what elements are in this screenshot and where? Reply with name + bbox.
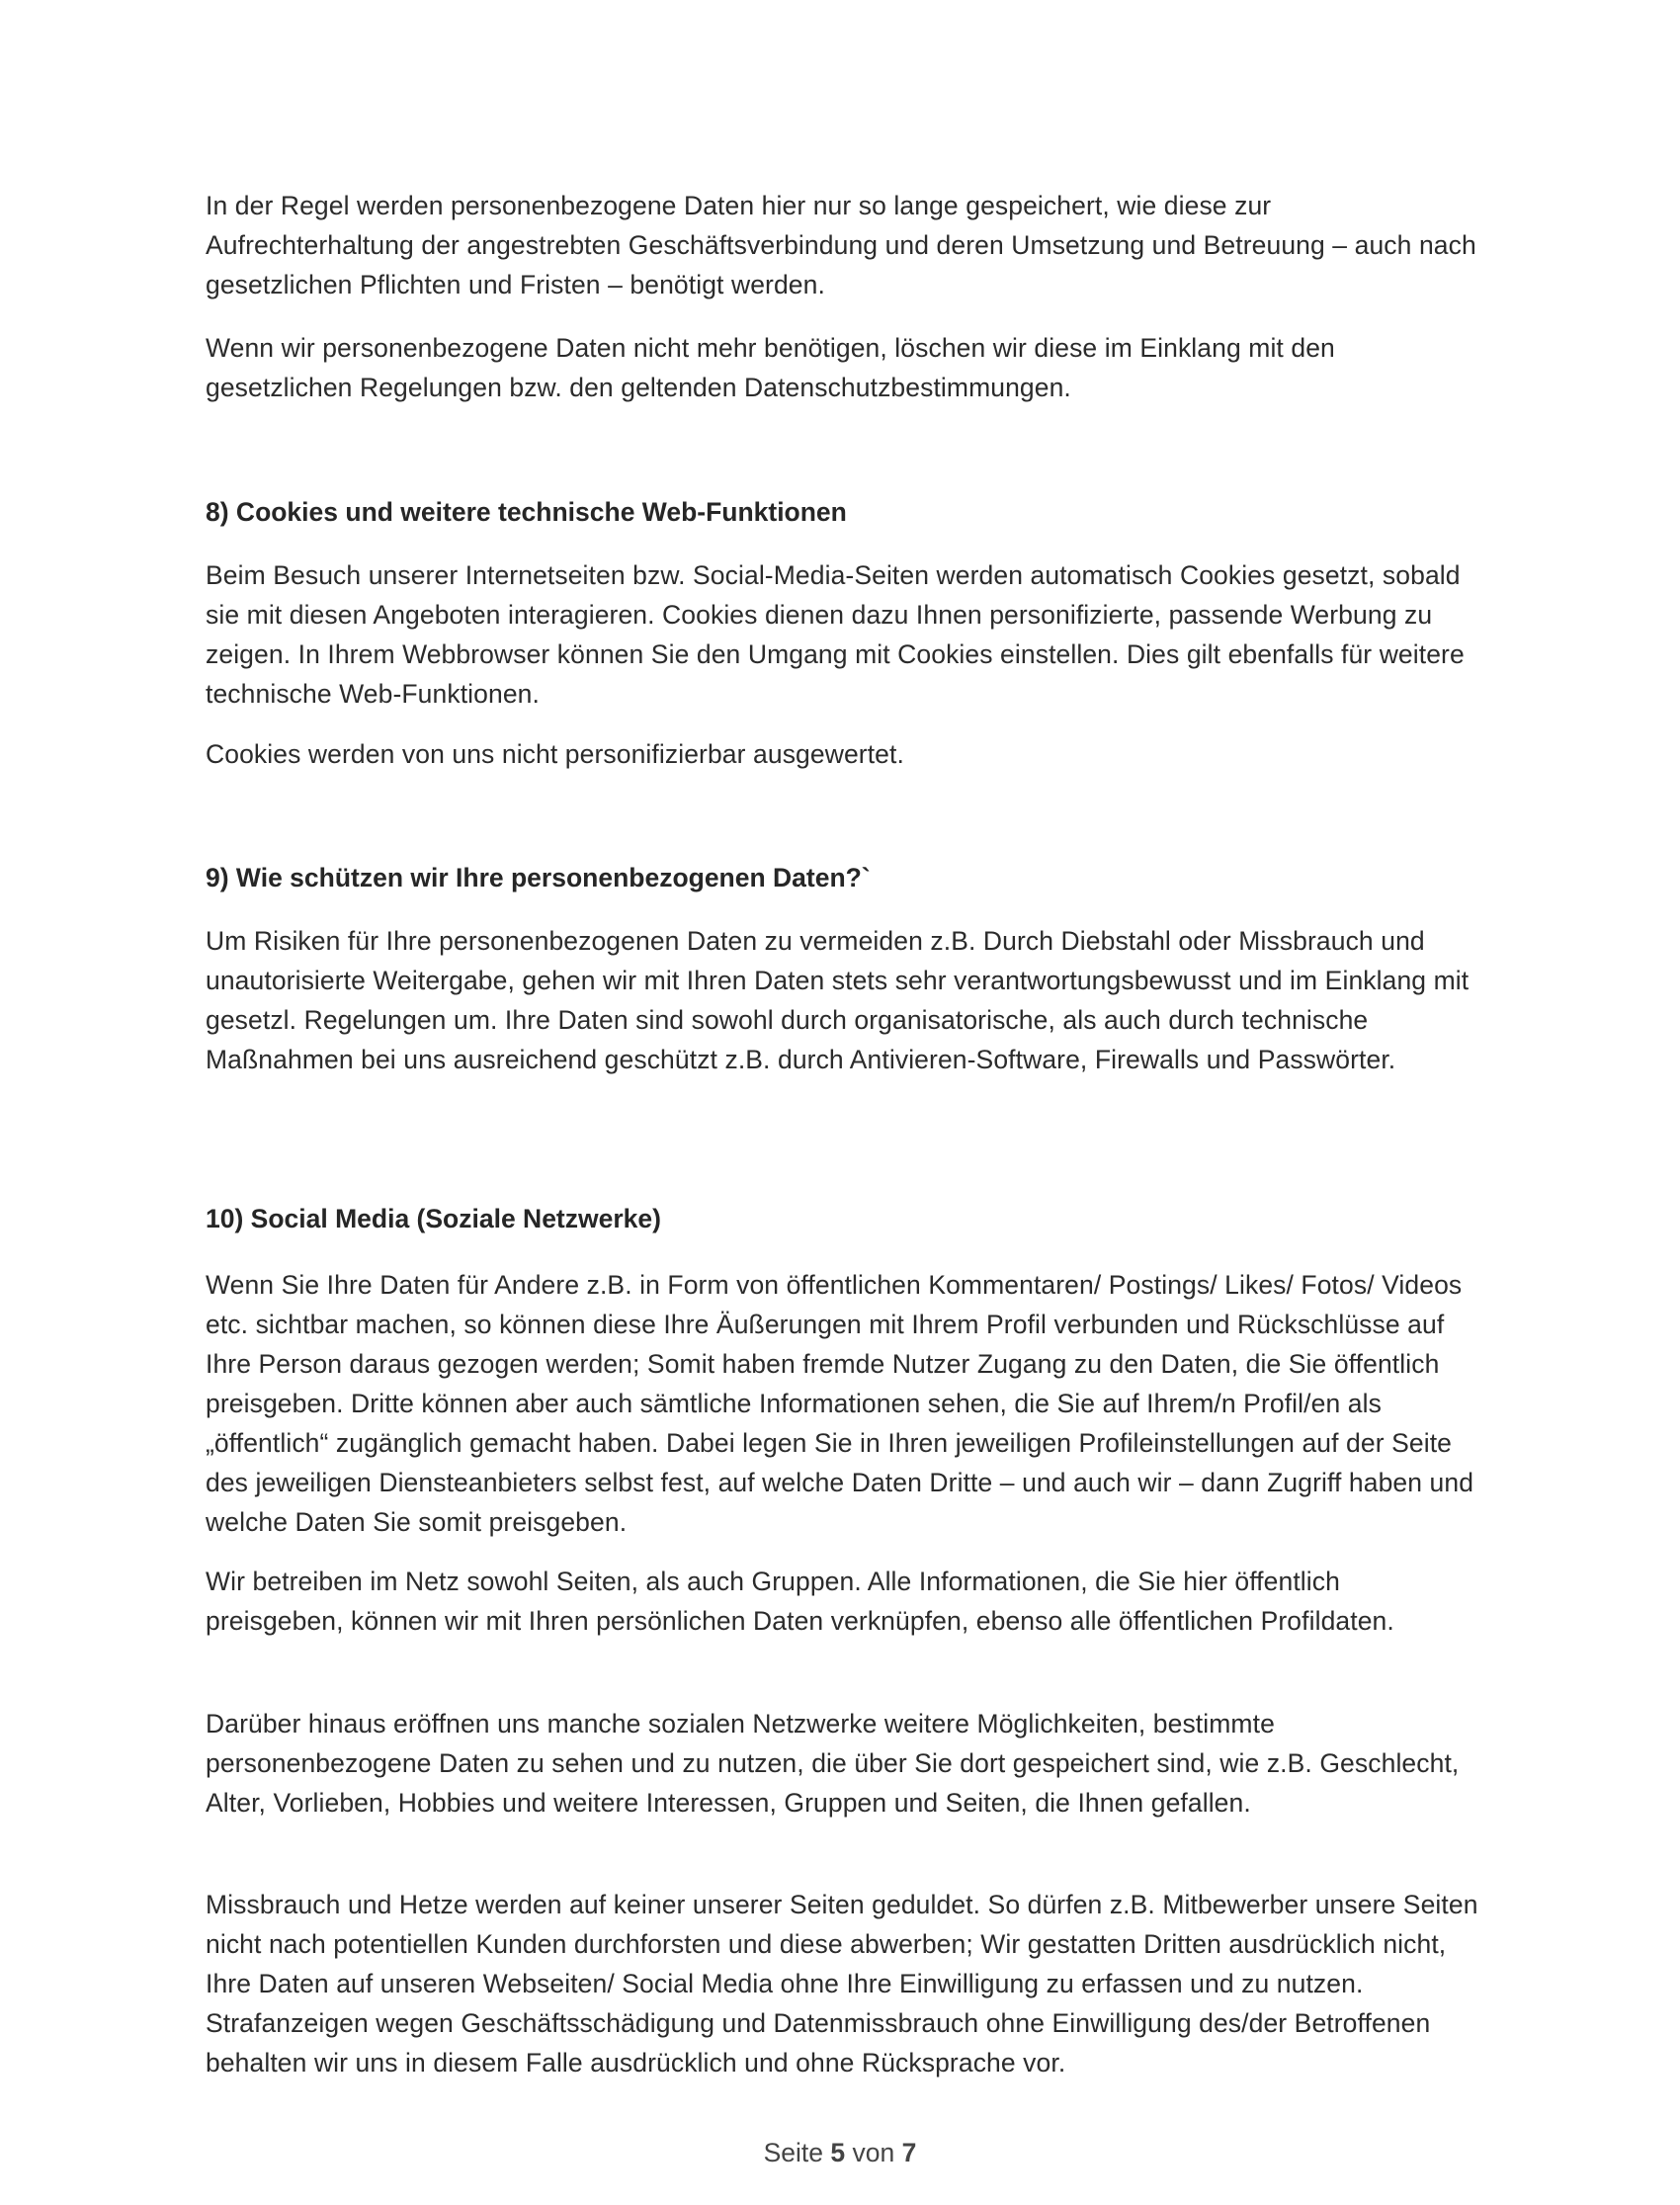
section-7-paragraph-2 — [206, 328, 1480, 407]
paragraph-text: Wenn Sie Ihre Daten für Andere z.B. in Form von öffentlichen Kommentaren/ Postings/ Likes/ Fotos/ Videos etc. sichtbar machen, so können diese Ihre Äußerungen mit Ihrem Profil verbunden und Rückschlüsse auf Ihre Person daraus gezogen werden; Somit haben fremde Nutzer Zugang zu den Daten, die Sie öffentlich preisgeben. Dritte können aber auch sämtliche Informationen sehen, die Sie auf Ihrem/n Profil/en als „öffentlich“ zugänglich gemacht haben. Dabei legen Sie in Ihren jeweiligen Profileinstellungen auf der Seite des jeweiligen Diensteanbieters selbst fest, auf welche Daten Dritte – und auch wir – dann Zugriff haben und welche Daten Sie somit preisgeben. — [206, 1270, 1474, 1537]
section-7-paragraph-1 — [206, 186, 1480, 304]
paragraph-text: Wenn wir personenbezogene Daten nicht mehr benötigen, löschen wir diese im Einklang mit den gesetzlichen Regelungen bzw. den geltenden Datenschutzbestimmungen. — [206, 333, 1335, 402]
footer-middle: von — [852, 2138, 895, 2167]
section-heading: 10) Social Media (Soziale Netzwerke) — [206, 1204, 661, 1233]
paragraph-text: Missbrauch und Hetze werden auf keiner unserer Seiten geduldet. So dürfen z.B. Mitbewerber unsere Seiten nicht nach potentiellen Kunden durchforsten und diese abwerben; Wir gestatten Dritten ausdrücklich nicht, Ihre Daten auf unseren Webseiten/ Social Media ohne Ihre Einwilligung zu erfassen und zu nutzen. Strafanzeigen wegen Geschäftsschädigung und Datenmissbrauch ohne Einwilligung des/der Betroffenen behalten wir uns in diesem Falle ausdrücklich und ohne Rücksprache vor. — [206, 1890, 1478, 2078]
page-footer — [0, 2133, 1680, 2172]
section-10-paragraph-2 — [206, 1562, 1480, 1641]
paragraph-text: Wir betreiben im Netz sowohl Seiten, als auch Gruppen. Alle Informationen, die Sie hier öffentlich preisgeben, können wir mit Ihren persönlichen Daten verknüpfen, ebenso alle öffentlichen Profildaten. — [206, 1567, 1394, 1636]
section-8-heading — [206, 492, 1480, 532]
paragraph-text: Darüber hinaus eröffnen uns manche sozialen Netzwerke weitere Möglichkeiten, bestimmte personenbezogene Daten zu sehen und zu nutzen, die über Sie dort gespeichert sind, wie z.B. Geschlecht, Alter, Vorlieben, Hobbies und weitere Interessen, Gruppen und Seiten, die Ihnen gefallen. — [206, 1709, 1460, 1818]
section-heading: 9) Wie schützen wir Ihre personenbezogenen Daten?` — [206, 863, 871, 892]
footer-prefix: Seite — [763, 2138, 824, 2167]
paragraph-text: In der Regel werden personenbezogene Daten hier nur so lange gespeichert, wie diese zur Aufrechterhaltung der angestrebten Geschäftsverbindung und deren Umsetzung und Betreuung – auch nach gesetzlichen Pflichten und Fristen – benötigt werden. — [206, 191, 1476, 299]
paragraph-text: Cookies werden von uns nicht personifizierbar ausgewertet. — [206, 739, 904, 769]
section-heading: 8) Cookies und weitere technische Web-Funktionen — [206, 497, 847, 527]
section-10-heading — [206, 1199, 1480, 1238]
footer-current-page: 5 — [830, 2138, 846, 2167]
section-10-paragraph-3 — [206, 1704, 1480, 1823]
section-9-paragraph-1 — [206, 921, 1480, 1079]
section-8-paragraph-2 — [206, 734, 1480, 774]
paragraph-text: Um Risiken für Ihre personenbezogenen Daten zu vermeiden z.B. Durch Diebstahl oder Missbrauch und unautorisierte Weitergabe, gehen wir mit Ihren Daten stets sehr verantwortungsbewusst und im Einklang mit gesetzl. Regelungen um. Ihre Daten sind sowohl durch organisatorische, als auch durch technische Maßnahmen bei uns ausreichend geschützt z.B. durch Antivieren-Software, Firewalls und Passwörter. — [206, 926, 1470, 1074]
section-10-paragraph-4 — [206, 1885, 1480, 2082]
footer-total-pages: 7 — [901, 2138, 917, 2167]
section-8-paragraph-1 — [206, 555, 1480, 714]
paragraph-text: Beim Besuch unserer Internetseiten bzw. Social-Media-Seiten werden automatisch Cookies gesetzt, sobald sie mit diesen Angeboten interagieren. Cookies dienen dazu Ihnen personifizierte, passende Werbung zu zeigen. In Ihrem Webbrowser können Sie den Umgang mit Cookies einstellen. Dies gilt ebenfalls für weitere technische Web-Funktionen. — [206, 560, 1465, 709]
section-10-paragraph-1 — [206, 1265, 1480, 1542]
section-9-heading — [206, 858, 1480, 897]
